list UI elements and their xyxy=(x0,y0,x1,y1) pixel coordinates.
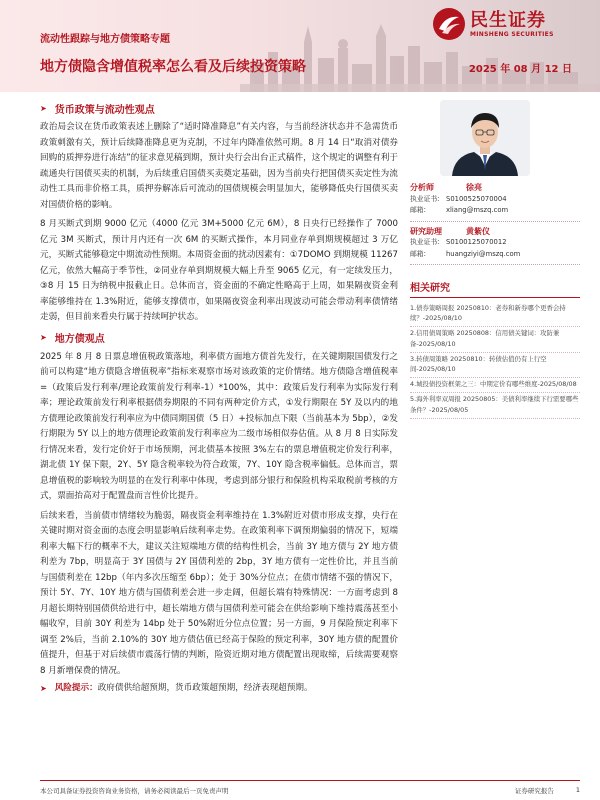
section-heading-text: 货币政策与流动性观点 xyxy=(54,104,155,116)
paragraph: 后续来看，当前债市情绪较为脆弱，隔夜资金利率维持在 1.3%附近对债市形成支撑，央行在关键时期对资金面的态度会明显影响后续利率走势。在政策利率下调预期偏弱的情况下，短端利率大幅下行的概率不大，建议关注短端地方债的结构性机会，当前 3Y 地方债与 2Y 地方债利差为 7bp，明显高于 3Y 国债与 2Y 国债利差的 2bp，3Y 地方债有一定性价比，并且当前与国债利差在 12bp（年内多次压缩至 6bp）；处于 30%分位点；在债市情绪不强的情况下，预计 5Y、7Y、10Y 地方债与国债利差会进一步走阔，但超长端有特殊情况：一方面考虑到 8 月超长期特别国债供给进行中，超长端地方债与国债利差可能会在供给影响下维持震荡甚至小幅收窄，目前 30Y 利差为 14bp 处于 50%附近分位点位置；另一方面，9 月保险预定利率下调至 2%后，当前 2.10%的 30Y 地方债估值已经高于保险的预定利率，30Y 地方债的配置价值提升，但基于对后续债市震荡行情的判断，险资近期对地方债配置出现取缔，后续需要观察 8 月新增保费的情况。 xyxy=(40,510,398,676)
related-research-item[interactable]: 2.信用债周策略 20250808：信用债关键词：攻防兼备-2025/08/10 xyxy=(410,327,580,352)
report-series: 流动性跟踪与地方债策略专题 xyxy=(40,34,170,45)
triangle-bullet-icon: ➤ xyxy=(40,684,47,693)
cert-number: S0100125070012 xyxy=(446,238,507,246)
analyst-email: xliang@mszq.com xyxy=(446,206,509,214)
report-title: 地方债隐含增值税率怎么看及后续投资策略 xyxy=(40,59,306,75)
paragraph: 8 月买断式到期 9000 亿元（4000 亿元 3M+5000 亿元 6M），8 日央行已经操作了 7000 亿元 3M 买断式，预计月内还有一次 6M 的买断式操作，本月同业存单到期规模超过 3 万亿元，买断式能够稳定中期流动性预期。本周资金面的扰动因素有：①7DOMO 到期规模 11267 亿元，依然大幅高于季节性，②同业存单到期规模大幅上升至 9065 亿元，有一定续发压力，③8 月 15 日为纳税申报截止日。总体而言，资金面的不确定性略高于上周，如果隔夜资金利率能够维持在 1.3%附近，能够支撑债市，如果隔夜资金利率出现波动可能会带动利率债情绪走弱，但目前来看央行属于持续呵护状态。 xyxy=(40,219,398,322)
section-heading-local-bond xyxy=(40,330,398,346)
main-content xyxy=(40,100,398,696)
page-number: 1 xyxy=(575,786,580,794)
page-footer xyxy=(40,780,580,800)
cert-number: S0100525070004 xyxy=(446,194,507,203)
related-research-item[interactable]: 4.城投债投资框架之三：中期定价有哪些维度-2025/08/08 xyxy=(410,378,580,393)
analyst-photo xyxy=(440,100,530,176)
risk-warning xyxy=(40,681,398,696)
header-banner xyxy=(0,0,600,92)
analyst-role: 分析师 xyxy=(410,183,434,192)
analyst-info xyxy=(410,182,580,265)
cert-label: 执业证书: xyxy=(410,238,440,246)
analyst-block xyxy=(410,182,580,222)
report-date: 2025 年 08 月 12 日 xyxy=(468,64,572,75)
paragraph: 政治局会议在货币政策表述上删除了“适时降准降息”有关内容，与当前经济状态并不急需货币政策刺激有关，预计后续降准降息更为克制，不过年内降准依然可期。8 月 14 日“取消对债券回购的质押券进行冻结”的征求意见稿到期，预计央行会出台正式稿件，这个规定的调整有利于疏通央行国债买卖的机制，为后续重启国债买卖奠定基础，因为当前央行把国债买卖定性为流动性工具而非价格工具，质押券解冻后可流动的国债规模会明显加大，能够降低央行国债买卖对国债价格的影响。 xyxy=(40,122,398,210)
cert-label: 执业证书: xyxy=(410,194,440,203)
analyst-name: 徐亮 xyxy=(466,183,482,192)
related-research-list xyxy=(410,302,580,419)
risk-text: 政府债供给超预期，货币政策超预期，经济表现超预期。 xyxy=(97,683,313,693)
related-research-item[interactable]: 3.转债周策略 20250810：转债估值仍有上行空间-2025/08/10 xyxy=(410,353,580,378)
email-label: 邮箱: xyxy=(410,206,426,214)
section-heading-text: 地方债观点 xyxy=(54,334,105,345)
footer-doc-type: 证券研究报告 xyxy=(514,787,554,795)
related-research-item[interactable]: 5.海外利率双周报 20250805：美债利率继续下行需要哪些条件？-2025/08/05 xyxy=(410,393,580,418)
assistant-role: 研究助理 xyxy=(410,226,442,236)
minsheng-logo xyxy=(432,2,582,46)
paragraph: 2025 年 8 月 8 日票息增值税政策落地，利率债方面地方债首先发行，在关键期限国债发行之前可以构建“地方债隐含增值税率”指标来观察市场对该政策的定价情绪。地方债隐含增值税率=（政策后发行利率/理论政策前发行利率-1）*100%，其中：政策后发行利率为实际发行利率；理论政策前发行利率根据债券期限的不同有两种定价方式，①发行期限在 5Y 及以内的地方债理论政策前发行利率应为中债同期国债（5 日）+投标加点下限（当前基本为 5bp），②发行期限为 5Y 以上的地方债理论政策前发行利率应为二级市场相似券估值。从 8 月 8 日实际发行情况来看，发行定价好于市场预期，河北债基本按照 3%左右的票息增值税定价发行利率，湖北债 1Y 保下限，2Y、5Y 隐含税率较为符合政策，7Y、10Y 隐含税率偏低。总体而言，票息增值税的影响较为明显的在发行利率中体现，考虑到部分银行和保险机构采取税前考核的方式，票面抬高对于配置盘而言性价比提升。 xyxy=(40,351,398,501)
logo-english-name: MINSHENG SECURITIES xyxy=(470,30,554,38)
related-research-heading: 相关研究 xyxy=(410,279,580,298)
related-research-item[interactable]: 1.债券策略周报 20250810：老券和新券哪个更香会持续？-2025/08/10 xyxy=(410,302,580,327)
triangle-bullet-icon: ➤ xyxy=(40,333,47,342)
assistant-email: huangziyi@mszq.com xyxy=(446,249,521,258)
assistant-block xyxy=(410,226,580,266)
logo-chinese-name: 民生证券 xyxy=(470,9,546,31)
analyst-portrait-icon xyxy=(440,100,530,176)
section-heading-monetary xyxy=(40,100,398,116)
email-label: 邮箱: xyxy=(410,249,426,258)
sidebar xyxy=(410,100,580,419)
risk-label: 风险提示： xyxy=(54,683,98,693)
minsheng-logo-icon xyxy=(432,7,466,41)
assistant-name: 黄紫仪 xyxy=(466,226,490,236)
triangle-bullet-icon: ➤ xyxy=(40,103,47,113)
footer-disclaimer: 本公司具备证券投资咨询业务资格，请务必阅读最后一页免责声明 xyxy=(40,787,229,795)
